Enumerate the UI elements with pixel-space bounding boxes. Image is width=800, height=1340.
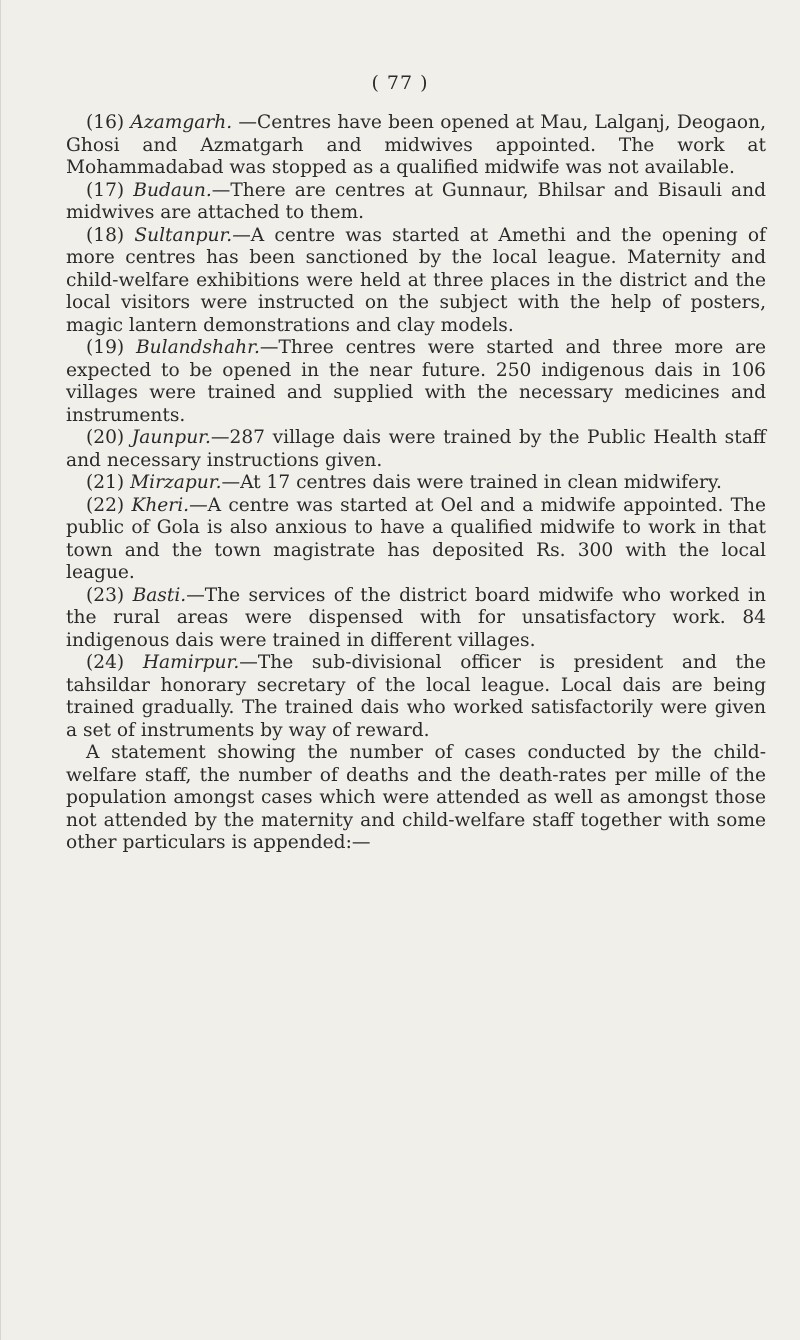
paragraph-16 <box>66 112 766 180</box>
paragraph-text: —Three centres were started and three more are expected to be opened in the near future. 250 indigenous dais in 106 villages were trained and supplied with the necessary medicines and instruments. <box>66 337 766 426</box>
district-name: Hamirpur. <box>142 652 240 673</box>
paragraph-number: (17) <box>86 179 125 201</box>
paragraph-text: —The sub-divisional officer is president and the tahsildar honorary secretary of the local league. Local dais are being trained gradually. The trained dais who worked satisfactorily were given a set of instruments by way of reward. <box>66 652 766 741</box>
district-name: Kheri. <box>131 494 190 516</box>
district-name: Sultanpur. <box>134 224 233 246</box>
district-name: Basti. <box>132 584 187 606</box>
district-name: Jaunpur. <box>131 427 211 448</box>
paragraph-number: (20) <box>86 427 125 448</box>
paragraph-number: (19) <box>86 337 125 358</box>
paragraph-number: (21) <box>86 472 125 493</box>
paragraph-17 <box>66 180 766 225</box>
paragraph-24 <box>66 652 766 742</box>
paragraph-text: —A centre was started at Oel and a midwife appointed. The public of Gola is also anxious to have a qualified midwife to work in that town and the town magistrate has deposited Rs. 300 with the local league. <box>66 494 766 583</box>
page-edge-line <box>0 0 1 1340</box>
paragraph-text: —There are centres at Gunnaur, Bhilsar and Bisauli and midwives are attached to them. <box>66 179 766 223</box>
paragraph-20 <box>66 427 766 472</box>
paragraph-text: —Centres have been opened at Mau, Lalganj, Deogaon, Ghosi and Azmatgarh and midwives appointed. The work at Mohammadabad was stopped as a qualified midwife was not available. <box>66 112 766 178</box>
paragraph-number: (24) <box>86 652 125 673</box>
paragraph-18 <box>66 225 766 338</box>
paragraph-text: —287 village dais were trained by the Public Health staff and necessary instructions given. <box>66 427 766 471</box>
paragraph-19 <box>66 337 766 427</box>
paragraph-number: (16) <box>86 112 125 133</box>
paragraph-number: (22) <box>86 494 125 516</box>
paragraph-22 <box>66 495 766 585</box>
paragraph-text: —At 17 centres dais were trained in clean midwifery. <box>221 472 722 493</box>
paragraph-number: (23) <box>86 584 125 606</box>
closing-paragraph: A statement showing the number of cases conducted by the child-welfare staff, the number of deaths and the death-rates per mille of the population amongst cases which were attended as well as amongst those not attended by the maternity and child-welfare staff together with some other particulars is appended:— <box>66 742 766 853</box>
district-name: Budaun. <box>133 179 212 201</box>
document-body <box>66 112 766 855</box>
district-name: Mirzapur. <box>130 472 222 493</box>
paragraph-21 <box>66 472 766 495</box>
page-number: ( 77 ) <box>371 72 429 94</box>
paragraph-number: (18) <box>86 224 125 246</box>
paragraph-23 <box>66 585 766 653</box>
district-name: Azamgarh. <box>130 112 233 133</box>
paragraph-text: —The services of the district board midwife who worked in the rural areas were dispensed with for unsatisfactory work. 84 indigenous dais were trained in different villages. <box>66 584 766 651</box>
district-name: Bulandshahr. <box>136 337 260 358</box>
paragraph-text: —A centre was started at Amethi and the opening of more centres has been sanctioned by the local league. Maternity and child-welfare exhibitions were held at three places in the district and the local visitors were instructed on the subject with the help of posters, magic lantern demonstrations and clay models. <box>66 224 766 336</box>
